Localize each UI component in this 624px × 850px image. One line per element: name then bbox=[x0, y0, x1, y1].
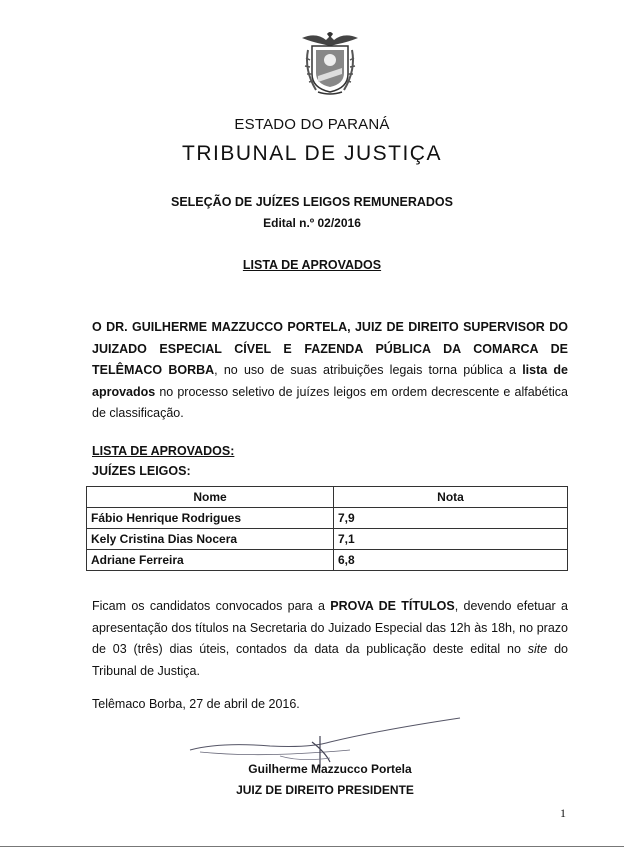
candidate-score: 7,1 bbox=[334, 529, 568, 550]
list-title: LISTA DE APROVADOS bbox=[242, 258, 382, 272]
judges-heading: JUÍZES LEIGOS: bbox=[92, 464, 191, 478]
closing-text-2: , devendo efetuar a apresentação dos títulos na Secretaria do Juizado Especial das 12h às 18h, no prazo de 03 (três) dias úteis, contados da data da publicação deste edital no bbox=[92, 599, 568, 656]
closing-italic: site bbox=[527, 642, 548, 656]
list-heading: LISTA DE APROVADOS: bbox=[92, 444, 235, 458]
court-name: TRIBUNAL DE JUSTIÇA bbox=[182, 142, 442, 165]
results-table bbox=[86, 486, 568, 571]
parana-coat-of-arms-icon bbox=[296, 30, 364, 96]
candidate-name: Kely Cristina Dias Nocera bbox=[87, 529, 334, 550]
intro-paragraph bbox=[92, 317, 568, 425]
header-score: Nota bbox=[334, 487, 568, 508]
header-name: Nome bbox=[87, 487, 334, 508]
edital-number: Edital n.º 02/2016 bbox=[263, 216, 361, 230]
closing-text-3: do Tribunal de Justiça. bbox=[92, 642, 568, 678]
table-row bbox=[87, 508, 568, 529]
closing-bold: PROVA DE TÍTULOS bbox=[330, 599, 455, 613]
state-name: ESTADO DO PARANÁ bbox=[234, 116, 390, 133]
selection-title: SELEÇÃO DE JUÍZES LEIGOS REMUNERADOS bbox=[171, 195, 453, 209]
date-line: Telêmaco Borba, 27 de abril de 2016. bbox=[92, 697, 300, 711]
intro-bold: O DR. GUILHERME MAZZUCCO PORTELA, JUIZ DE DIREITO SUPERVISOR DO JUIZADO ESPECIAL CÍVEL E FAZENDA PÚBLICA DA COMARCA DE TELÊMACO BORBA bbox=[92, 320, 568, 377]
table-row bbox=[87, 529, 568, 550]
table-row bbox=[87, 550, 568, 571]
candidate-name: Fábio Henrique Rodrigues bbox=[87, 508, 334, 529]
page-number: 1 bbox=[560, 806, 566, 820]
table-header-row bbox=[87, 487, 568, 508]
intro-text-2: no processo seletivo de juízes leigos em ordem decrescente e alfabética de classificação. bbox=[92, 384, 568, 420]
candidate-score: 7,9 bbox=[334, 508, 568, 529]
intro-text-1: , no uso de suas atribuições legais torna pública a bbox=[214, 363, 523, 377]
bottom-divider bbox=[0, 846, 624, 847]
closing-paragraph bbox=[92, 596, 568, 682]
closing-text-1: Ficam os candidatos convocados para a bbox=[92, 599, 331, 613]
candidate-score: 6,8 bbox=[334, 550, 568, 571]
signer-role: JUIZ DE DIREITO PRESIDENTE bbox=[236, 783, 414, 797]
signer-name: Guilherme Mazzucco Portela bbox=[248, 762, 412, 776]
candidate-name: Adriane Ferreira bbox=[87, 550, 334, 571]
intro-bold-list: lista de aprovados bbox=[92, 363, 568, 399]
